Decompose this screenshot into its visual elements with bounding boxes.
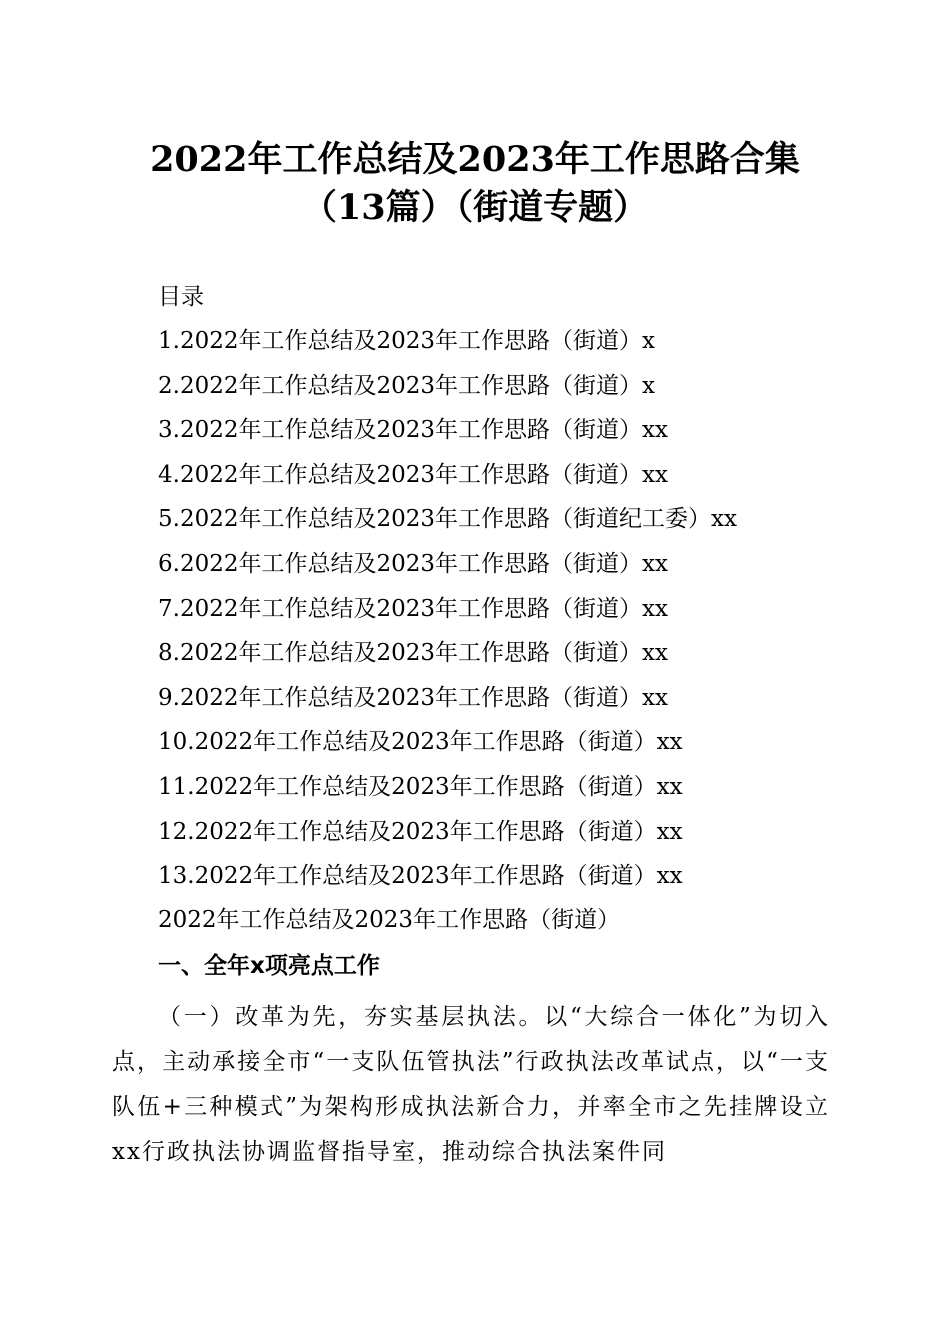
toc-item: 2.2022年工作总结及2023年工作思路（街道）x (158, 372, 655, 399)
document-title: 2022年工作总结及2023年工作思路合集（13篇）（街道专题） (150, 139, 800, 228)
body-paragraph: （一）改革为先，夯实基层执法。以“大综合一体化”为切入点，主动承接全市“一支队伍管执法”行政执法改革试点，以“一支队伍+三种模式”为架构形成执法新合力，并率全市之先挂牌设立xx行政执法协调监督指导室，推动综合执法案件同 (112, 1004, 830, 1165)
toc-item: 9.2022年工作总结及2023年工作思路（街道）xx (158, 684, 668, 711)
toc-item: 13.2022年工作总结及2023年工作思路（街道）xx (158, 863, 683, 890)
toc-item: 1.2022年工作总结及2023年工作思路（街道）x (158, 328, 655, 354)
toc-item: 3.2022年工作总结及2023年工作思路（街道）xx (158, 417, 668, 444)
document-subtitle: 2022年工作总结及2023年工作思路（街道） (158, 907, 621, 933)
toc-list (158, 325, 737, 905)
toc-item: 7.2022年工作总结及2023年工作思路（街道）xx (158, 595, 668, 622)
section-heading: 一、全年x项亮点工作 (158, 953, 380, 979)
toc-heading: 目录 (158, 284, 204, 310)
toc-item: 10.2022年工作总结及2023年工作思路（街道）xx (158, 729, 683, 756)
toc-item: 4.2022年工作总结及2023年工作思路（街道）xx (158, 461, 668, 488)
toc-item: 11.2022年工作总结及2023年工作思路（街道）xx (158, 773, 683, 800)
toc-item: 8.2022年工作总结及2023年工作思路（街道）xx (158, 640, 668, 667)
toc-item: 12.2022年工作总结及2023年工作思路（街道）xx (158, 818, 683, 845)
toc-item: 5.2022年工作总结及2023年工作思路（街道纪工委）xx (158, 506, 737, 533)
toc-item: 6.2022年工作总结及2023年工作思路（街道）xx (158, 550, 668, 577)
